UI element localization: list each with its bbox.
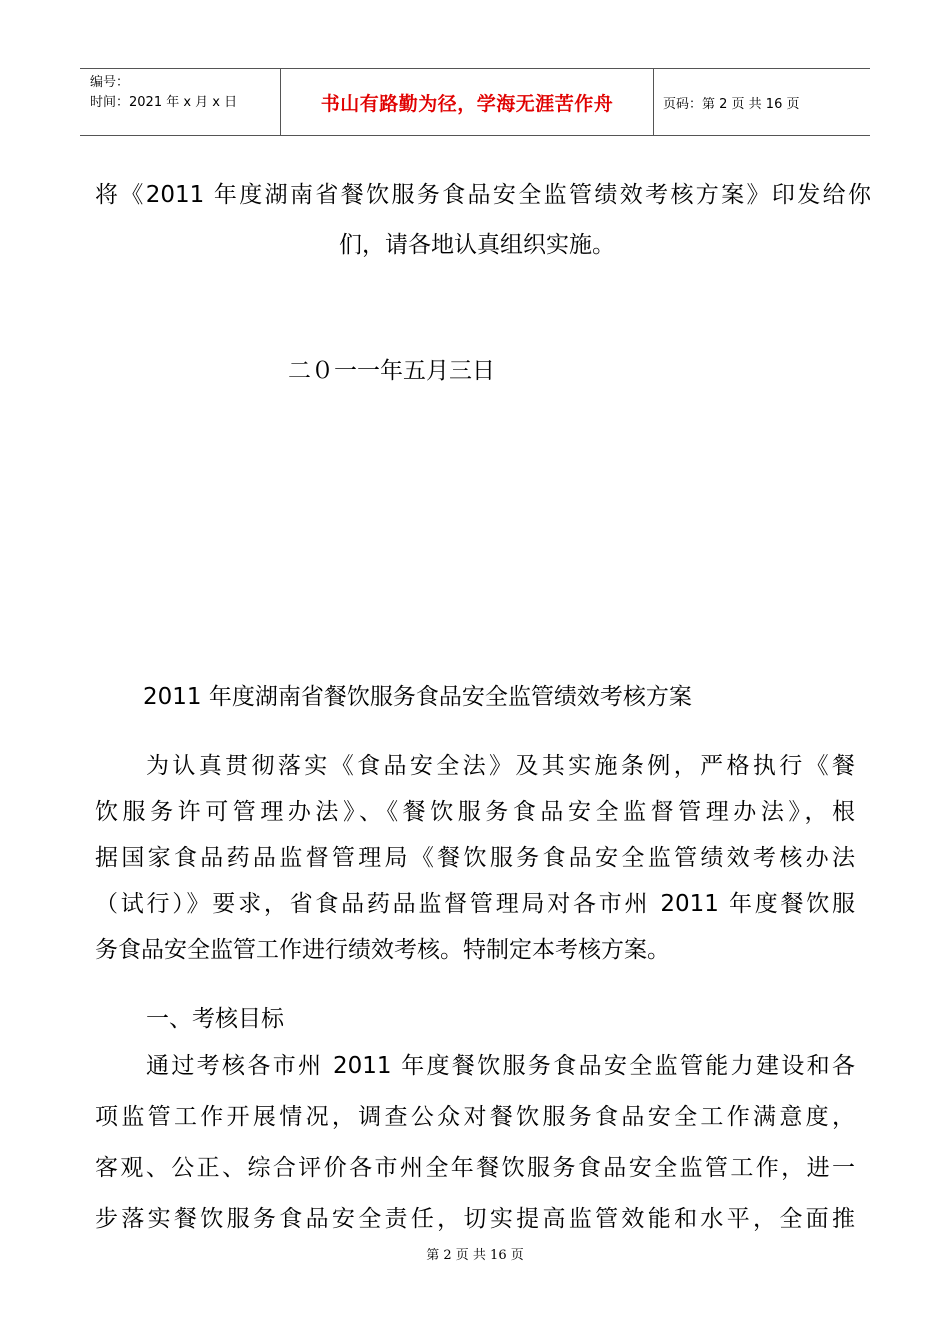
number-label: 编号： xyxy=(90,75,130,90)
section-heading-goals: 一、考核目标 xyxy=(146,1006,284,1032)
preamble-line: 务食品安全监管工作进行绩效考核。特制定本考核方案。 xyxy=(95,937,670,963)
preamble-line: 为认真贯彻落实《食品安全法》及其实施条例，严格执行《餐 xyxy=(146,753,855,779)
intro-line-2: 们，请各地认真组织实施。 xyxy=(339,232,615,258)
document-date: 二０一一年五月三日 xyxy=(288,358,495,384)
goals-line: 步落实餐饮服务食品安全责任，切实提高监管效能和水平，全面推 xyxy=(95,1206,855,1232)
header-meta xyxy=(80,69,281,135)
preamble-line: （试行）》要求，省食品药品监督管理局对各市州 2011 年度餐饮服 xyxy=(95,891,855,917)
intro-line-1: 将《2011 年度湖南省餐饮服务食品安全监管绩效考核方案》印发给你 xyxy=(95,182,871,208)
preamble-line: 据国家食品药品监督管理局《餐饮服务食品安全监管绩效考核办法 xyxy=(95,845,855,871)
page-header xyxy=(80,68,870,136)
time-label: 时间：2021 年 x 月 x 日 xyxy=(90,95,238,110)
intro-paragraph xyxy=(95,170,871,270)
document-title: 2011 年度湖南省餐饮服务食品安全监管绩效考核方案 xyxy=(143,684,692,710)
page-footer: 第 2 页 共 16 页 xyxy=(426,1248,524,1263)
goals-line: 项监管工作开展情况，调查公众对餐饮服务食品安全工作满意度， xyxy=(95,1104,855,1130)
goals-paragraph xyxy=(95,1041,855,1245)
header-page-number: 页码：第 2 页 共 16 页 xyxy=(663,96,800,112)
goals-line: 客观、公正、综合评价各市州全年餐饮服务食品安全监管工作，进一 xyxy=(95,1155,855,1181)
preamble-paragraph xyxy=(95,743,855,973)
preamble-line: 饮服务许可管理办法》、《餐饮服务食品安全监督管理办法》，根 xyxy=(95,799,855,825)
goals-line: 通过考核各市州 2011 年度餐饮服务食品安全监管能力建设和各 xyxy=(146,1053,855,1079)
header-motto: 书山有路勤为径，学海无涯苦作舟 xyxy=(281,69,654,135)
